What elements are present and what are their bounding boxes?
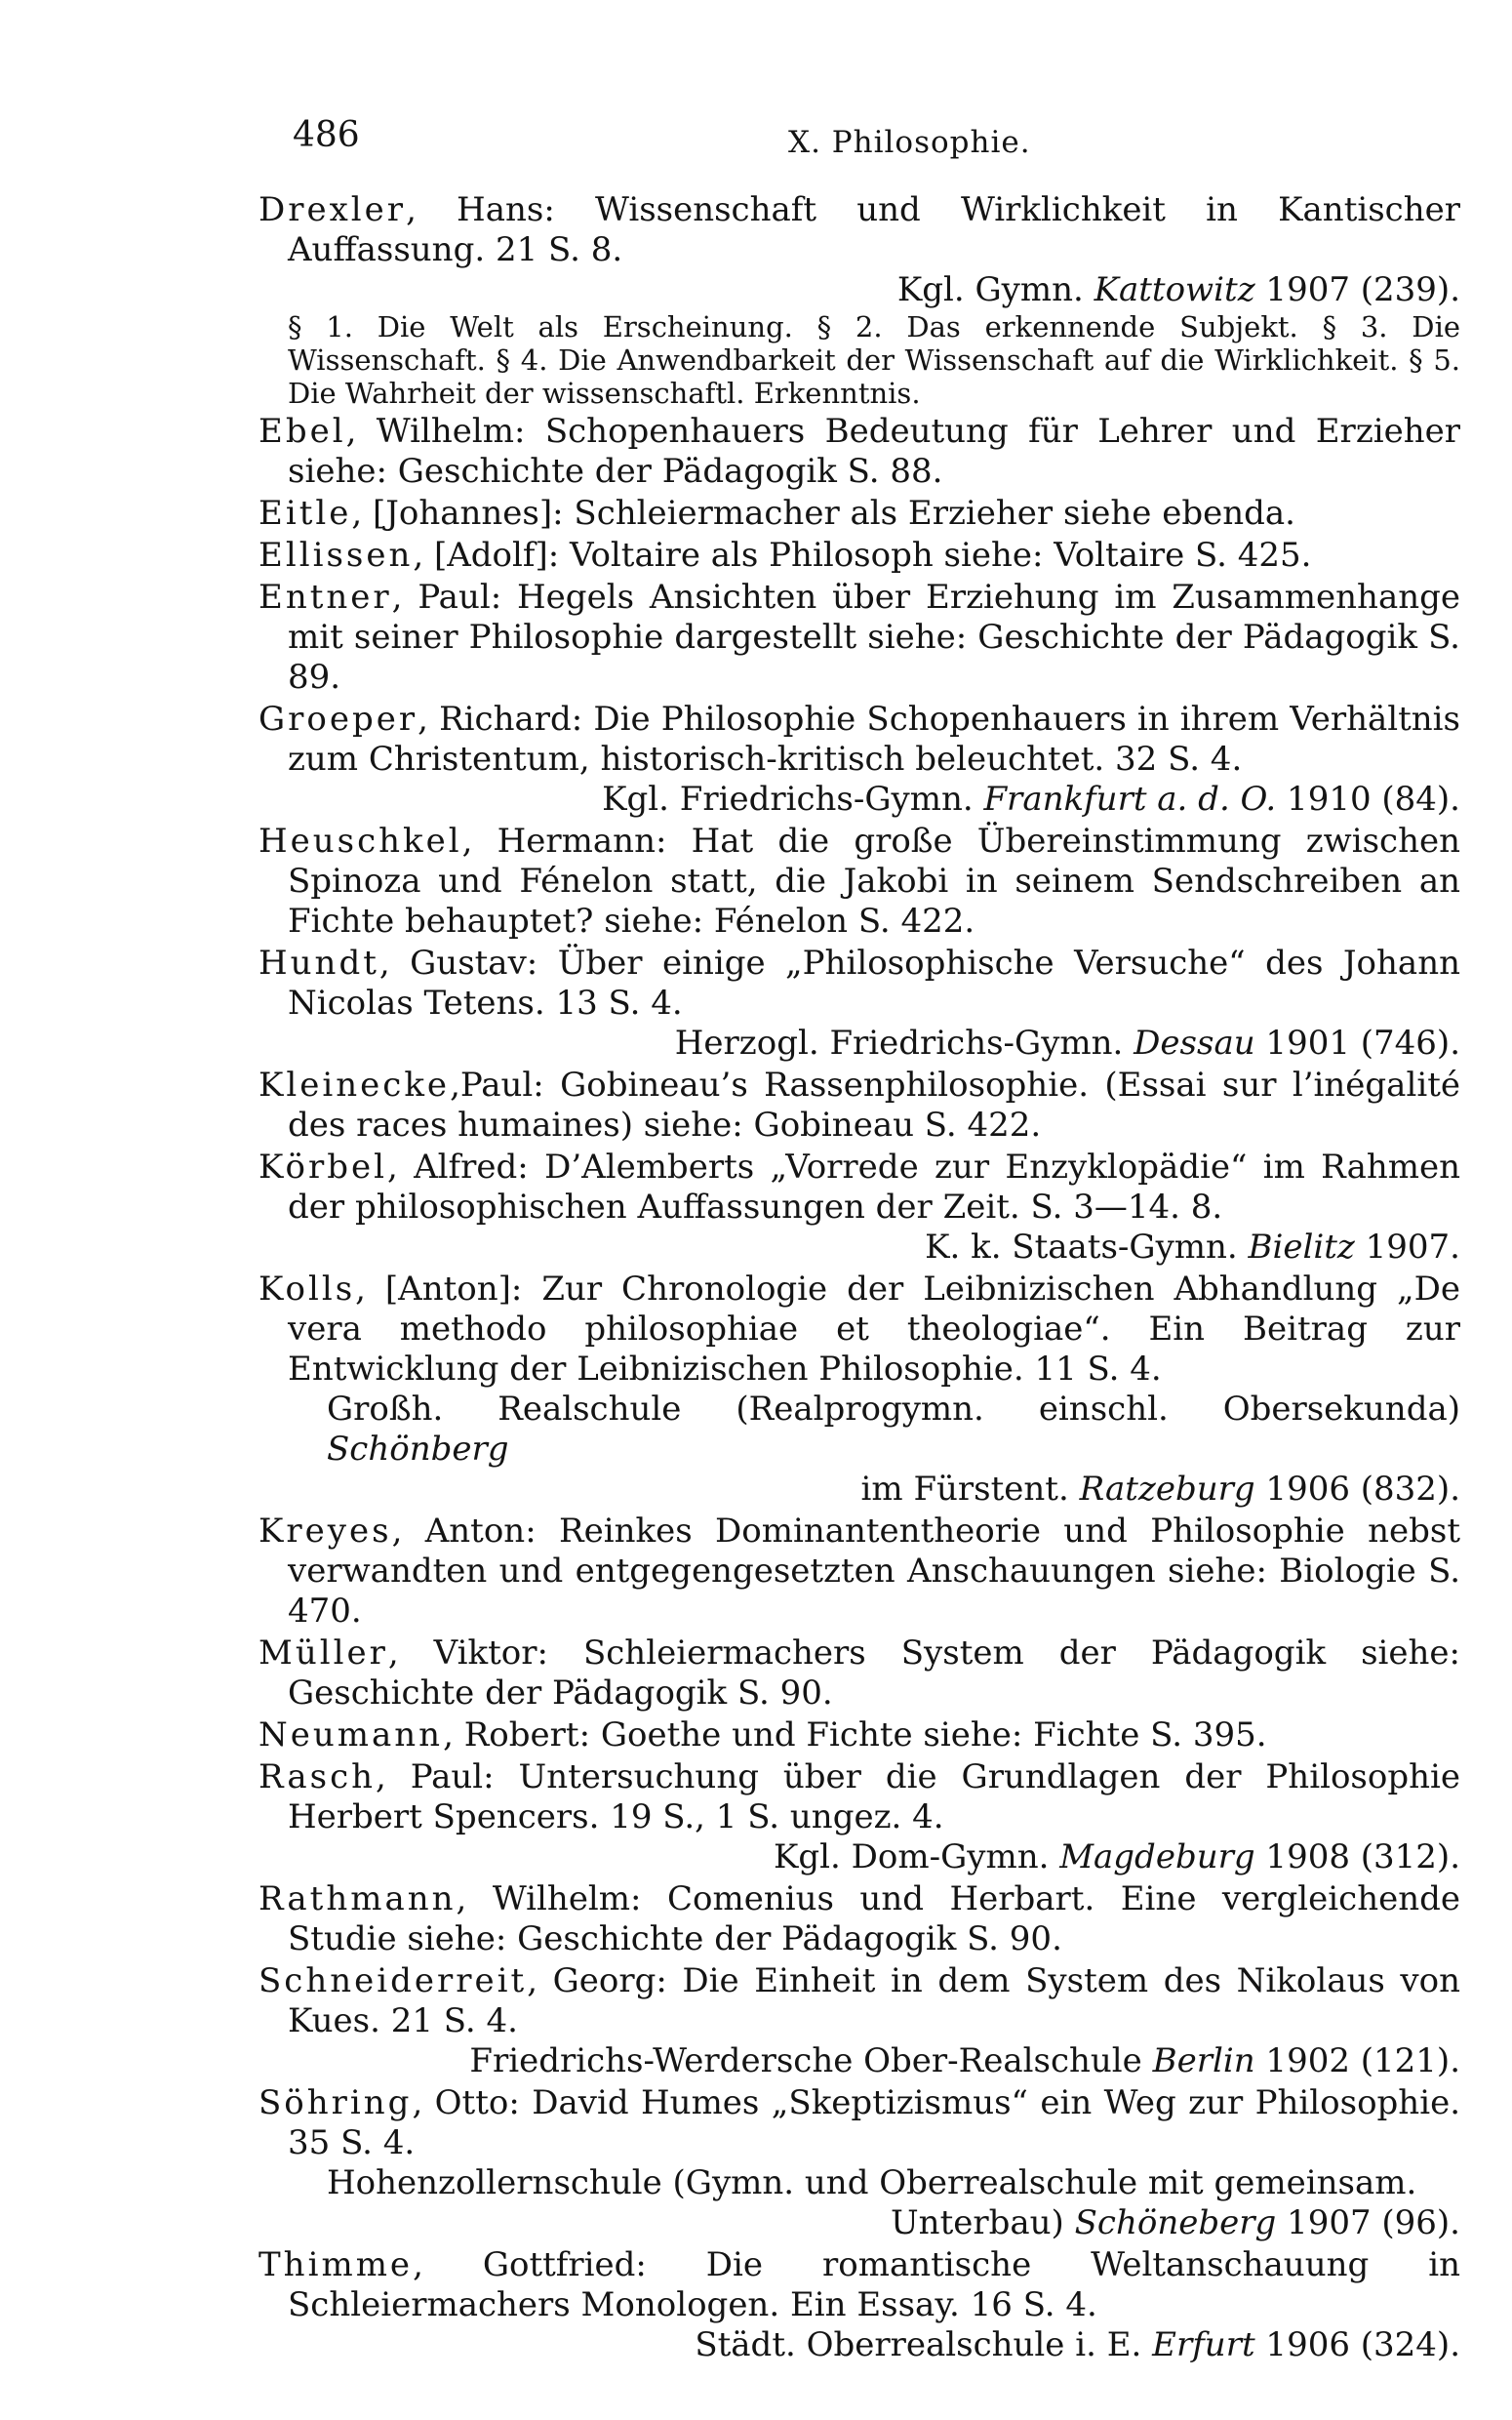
school-place: Schöneberg: [1074, 2203, 1277, 2242]
entry-text: , Wilhelm: Schopenhauers Bedeutung für Lehrer und Erzieher siehe: Geschichte der Pädagogik S. 88.: [288, 412, 1460, 491]
bibliography-entry: [259, 536, 1460, 576]
school-line: Unterbau) Schöneberg 1907 (96).: [891, 2203, 1460, 2242]
school-line: Kgl. Gymn. Kattowitz 1907 (239).: [896, 270, 1460, 309]
bibliography-entry: [259, 1066, 1460, 1146]
author-name: Groeper: [259, 700, 418, 739]
author-name: Eitle: [259, 494, 352, 533]
running-head: X. Philosophie.: [788, 125, 1031, 160]
school-line: Großh. Realschule (Realprogymn. einschl. Obersekunda) Schönberg: [327, 1390, 1460, 1469]
entry-text: , Otto: David Humes „Skeptizismus“ ein Weg zur Philosophie. 35 S. 4.: [288, 2083, 1460, 2162]
school-place: Kattowitz: [1094, 270, 1255, 309]
school-line: Friedrichs-Werdersche Ober-Realschule Berlin 1902 (121).: [469, 2041, 1460, 2080]
bibliography-entry: [259, 1961, 1460, 2081]
school-name-italic: Schönberg: [327, 1430, 509, 1469]
author-name: Rathmann: [259, 1879, 457, 1918]
author-name: Kleinecke: [259, 1066, 451, 1105]
bibliography-entry: [259, 1879, 1460, 1959]
school-place: Ratzeburg: [1079, 1470, 1255, 1509]
author-name: Heuschkel: [259, 822, 462, 861]
entry-text: ,Paul: Gobineau’s Rassenphilosophie. (Essai sur l’inégalité des races humaines) siehe: Gobineau S. 422.: [288, 1066, 1460, 1145]
entry-text: , [Anton]: Zur Chronologie der Leibnizischen Abhandlung „De vera methodo philosophiae et theologiae“. Ein Beitrag zur Entwicklung der Leibnizischen Philosophie. 11 S. 4.: [288, 1270, 1460, 1389]
author-name: Kreyes: [259, 1512, 392, 1551]
bibliography-entry: [259, 1634, 1460, 1714]
author-name: Kolls: [259, 1270, 356, 1309]
school-place: Dessau: [1134, 1024, 1255, 1063]
entry-text: , Hermann: Hat die große Übereinstimmung zwischen Spinoza und Fénelon statt, die Jakobi in seinem Sendschreiben an Fichte behauptet? siehe: Fénelon S. 422.: [288, 822, 1460, 941]
bibliography-entry: [259, 1512, 1460, 1632]
bibliography-list: [259, 190, 1460, 2367]
school-line: im Fürstent. Ratzeburg 1906 (832).: [860, 1470, 1460, 1509]
author-name: Rasch: [259, 1757, 377, 1796]
bibliography-entry: [259, 1715, 1460, 1755]
entry-text: , Gustav: Über einige „Philosophische Versuche“ des Johann Nicolas Tetens. 13 S. 4.: [288, 944, 1460, 1023]
school-line: Hohenzollernschule (Gymn. und Oberrealschule mit gemeinsam.: [327, 2163, 1417, 2202]
entry-text: , Anton: Reinkes Dominantentheorie und Philosophie nebst verwandten und entgegengesetzten Anschauungen siehe: Biologie S. 470.: [288, 1512, 1460, 1631]
entry-text: , [Adolf]: Voltaire als Philosoph siehe: Voltaire S. 425.: [413, 536, 1312, 575]
author-name: Drexler: [259, 190, 407, 229]
bibliography-entry: [259, 578, 1460, 698]
bibliography-entry: [259, 2245, 1460, 2365]
entry-text: , Hans: Wissenschaft und Wirklichkeit in Kantischer Auffassung. 21 S. 8.: [288, 190, 1460, 269]
author-name: Schneiderreit: [259, 1961, 528, 2000]
author-name: Entner: [259, 578, 392, 617]
bibliography-entry: [259, 412, 1460, 492]
entry-text: , Robert: Goethe und Fichte siehe: Fichte S. 395.: [443, 1715, 1267, 1754]
bibliography-entry: [259, 822, 1460, 942]
school-line: Kgl. Dom-Gymn. Magdeburg 1908 (312).: [773, 1837, 1460, 1876]
school-place: Magdeburg: [1059, 1837, 1255, 1876]
entry-text: , [Johannes]: Schleiermacher als Erzieher siehe ebenda.: [351, 494, 1295, 533]
entry-text: , Georg: Die Einheit in dem System des Nikolaus von Kues. 21 S. 4.: [288, 1961, 1460, 2040]
bibliography-entry: [259, 1148, 1460, 1268]
author-name: Neumann: [259, 1715, 444, 1754]
school-place: Erfurt: [1152, 2325, 1255, 2364]
school-place: Bielitz: [1248, 1228, 1355, 1267]
school-line: Städt. Oberrealschule i. E. Erfurt 1906 (324).: [695, 2325, 1460, 2364]
school-place: Frankfurt a. d. O.: [983, 780, 1277, 819]
school-line: Kgl. Friedrichs-Gymn. Frankfurt a. d. O. 1910 (84).: [602, 780, 1460, 819]
author-name: Ellissen: [259, 536, 414, 575]
author-name: Körbel: [259, 1148, 387, 1187]
author-name: Söhring: [259, 2083, 413, 2122]
bibliography-entry: [259, 2083, 1460, 2243]
entry-text: , Gottfried: Die romantische Weltanschauung in Schleiermachers Monologen. Ein Essay. 16 S. 4.: [288, 2245, 1460, 2324]
entry-text: , Richard: Die Philosophie Schopenhauers in ihrem Verhältnis zum Christentum, historisch-kritisch beleuchtet. 32 S. 4.: [288, 700, 1460, 779]
bibliography-entry: [259, 1757, 1460, 1877]
author-name: Hundt: [259, 944, 379, 983]
page-number: 486: [293, 115, 360, 155]
entry-text: , Paul: Untersuchung über die Grundlagen der Philosophie Herbert Spencers. 19 S., 1 S. ungez. 4.: [288, 1757, 1460, 1836]
entry-text: , Viktor: Schleiermachers System der Pädagogik siehe: Geschichte der Pädagogik S. 90.: [288, 1634, 1460, 1713]
entry-text: , Paul: Hegels Ansichten über Erziehung im Zusammenhange mit seiner Philosophie dargestellt siehe: Geschichte der Pädagogik S. 89.: [288, 578, 1460, 697]
school-line: K. k. Staats-Gymn. Bielitz 1907.: [925, 1228, 1460, 1267]
school-place: Berlin: [1152, 2041, 1255, 2080]
bibliography-entry: [259, 1270, 1460, 1510]
bibliography-entry: [259, 190, 1460, 410]
author-name: Ebel: [259, 412, 346, 451]
author-name: Thimme: [259, 2245, 414, 2284]
school-line: Herzogl. Friedrichs-Gymn. Dessau 1901 (746).: [674, 1024, 1460, 1063]
bibliography-entry: [259, 944, 1460, 1064]
bibliography-entry: [259, 494, 1460, 534]
author-name: Müller: [259, 1634, 388, 1673]
entry-contents-note: § 1. Die Welt als Erscheinung. § 2. Das erkennende Subjekt. § 3. Die Wissenschaft. § 4. Die Anwendbarkeit der Wissenschaft auf die Wirklichkeit. § 5. Die Wahrheit der wissenschaftl. Erkenntnis.: [288, 310, 1460, 410]
entry-text: , Alfred: D’Alemberts „Vorrede zur Enzyklopädie“ im Rahmen der philosophischen Auffassungen der Zeit. S. 3—14. 8.: [288, 1148, 1460, 1227]
bibliography-entry: [259, 700, 1460, 820]
entry-text: , Wilhelm: Comenius und Herbart. Eine vergleichende Studie siehe: Geschichte der Pädagogik S. 90.: [288, 1879, 1460, 1958]
